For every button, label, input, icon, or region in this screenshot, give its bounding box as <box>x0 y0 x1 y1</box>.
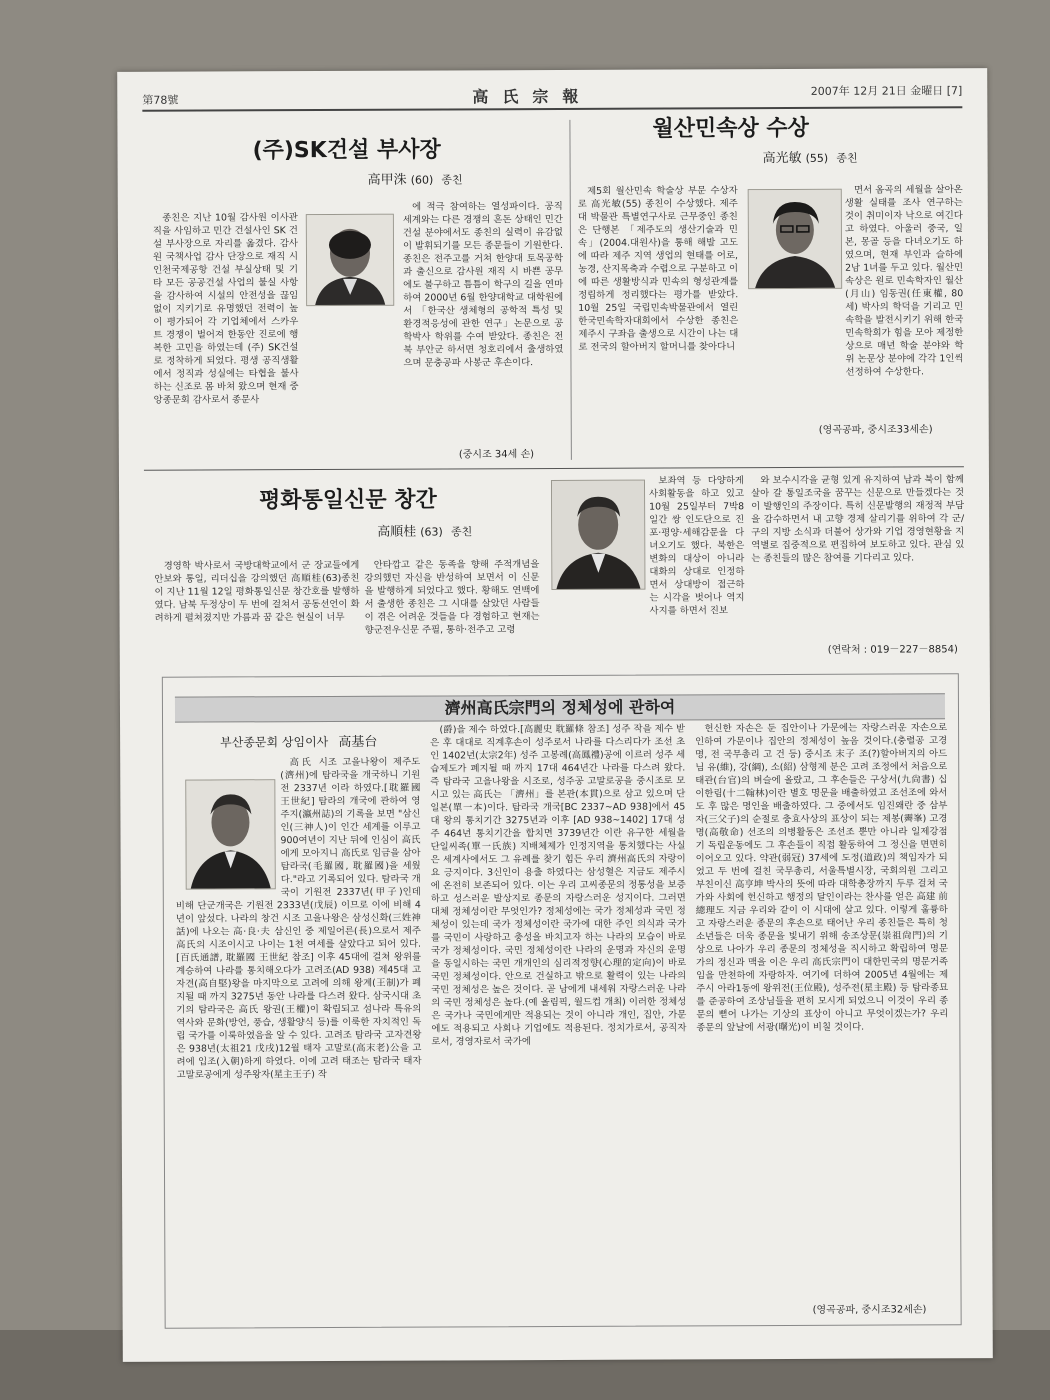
article2-byline-name: 高光敏 <box>762 150 802 167</box>
article1-column-1: 종친은 지난 10월 감사원 이사관직을 사임하고 민간 건설사인 SK 건설 부사장으로 자리를 옮겼다. 감사원 국책사업 감사 단장으로 재직 시 인천국제공항 건설 부실상태 및 기타 모든 공공건설 사업의 불실 사항을 감사하여 시설의 안전성을 끊임없이 지키기로 유명했던 전력이 높이 평가되어 각 기업체에서 스카우트 경쟁이 벌어져 한동안 진로에 행복한 고민을 하였는데 (주) SK건설로 정착하게 되었다. 평생 공직생활에서 정직과 성실에는 타협을 불사하는 신조로 몸 바쳐 왔으며 현재 중앙종문회 감사로서 종문사 <box>152 212 299 406</box>
newspaper-name: 高氏宗報 <box>472 86 593 107</box>
article1-column-2: 에 적극 참여하는 열성파이다. 공직 세계와는 다른 경쟁의 혼돈 상태인 민간 건설 분야에서도 종친의 실력이 유감없이 발휘되기를 모든 종문들이 기원한다. 종친은 전주고를 거쳐 한양대 토목공학과 출신으로 감사원 재직 시 바쁜 공무에도 불구하고 틈틈이 학구의 길을 연마하여 2000년 6월 한양대학교 대학원에서 「한국산 생체형의 공학적 특성 및 환경적응성에 관한 연구」논문으로 공학박사 학위를 수여 받았다. 종친은 전북 부안군 하서면 청호리에서 출생하였으며 문충공파 사봉군 후손이다. <box>402 200 564 369</box>
article2-byline <box>763 147 858 166</box>
masthead-rule <box>142 106 962 112</box>
article4-byline-role: 부산종문회 상임이사 <box>220 734 329 750</box>
newspaper-page <box>117 68 993 1362</box>
article4-column-2: (爵)을 제수 하였다.[高麗史 耽羅條 참조] 성주 작을 제수 받은 후 대대로 직계후손이 성주로서 나라를 다스리다가 조선 초인 1402년(太宗2年) 성주 고봉례(高鳳禮)공에 이르러 성주 세습제도가 폐지될 때 까지 17대 464년간 나라를 다스려 왔다. 즉 탐라국 고을나왕을 시조로, 성주공 고말로공을 중시조로 모시고 있는 高氏는 「濟州」를 본관(本貫)으로 삼고 있으며 단일본(單一本)이다. 탐라국 개국[BC 2337~AD 938]에서 45대 왕의 통치기간 3275년과 이후 [AD 938~1402] 17대 성주 464년 통치기간을 합치면 3739년간 이란 유구한 세월을 단일씨족(單一氏族) 지배체제가 인정지역을 통치했다는 사실은 세계사에서도 그 유례를 찾기 힘든 우리 濟州高氏의 자랑이요 긍지이다. 3신인이 용출 하였다는 삼성혈은 지금도 제주시에 온전히 보존되어 있다. 이는 우리 고씨종문의 정통성을 보증하고 성스러운 발상지로 종문의 자랑스러운 성지이다. 그러면 대체 정체성이란 무엇인가? 정체성에는 국가 정체성과 국민 정체성이 있는데 국가 정체성이란 국가에 대한 주인 의식과 국가를 국민이 사랑하고 충성을 바치고자 하는 나라의 모습이 바로 국가 정체성이다. 국민 정체성이란 나라의 운명과 자신의 운명을 동일시하는 국민 개개인의 심리적정향(心理的定向)이 바로 국민 정체성이다. 안으로 건실하고 밖으로 활력이 있는 나라의 국민 정체성은 높은 것이다. 곧 남에게 내세워 자랑스러운 나라의 국민 정체성은 높다.(예 올림픽, 월드컵 개최) 이러한 정체성은 국가나 국민에게만 적용되는 것이 아니라 개인, 집안, 가문에도 적용되고 사회나 기업에도 적용된다. 정치가로서, 공직자로서, 경영자로서 국가에 <box>430 723 687 1048</box>
issue-number: 第78號 <box>142 93 179 107</box>
article1-credit: (중시조 34세 손) <box>458 449 535 461</box>
article2-portrait-photo <box>748 189 842 289</box>
article3-headline: 평화통일신문 창간 <box>259 487 437 514</box>
photo-float-spacer <box>175 756 281 891</box>
portrait-icon <box>307 215 393 305</box>
article2-credit: (영곡공파, 중시조33세손) <box>818 424 933 436</box>
article4-column-3: 헌신한 자손은 둔 집안이나 가문에는 자랑스러운 자손으로 인하여 가문이나 집안의 정체성이 높음 것이다.(충렬공 고경명, 전 국무총리 고 건 등) 중시조 末子 조(?)할아버지의 아드님 유(維), 강(綱), 소(紹) 삼형제 분은 고려 조정에서 처음으로 태관(台官)의 벼슬에 올랐고, 그 후손들은 구상서(九尙書) 십이한림(十二翰林)이란 별호 명문을 배출하였고 조선조에 와서도 후 많은 명인을 배출하였다. 그 중에서도 임진왜란 중 삼부자(三父子)의 순절로 충효사상의 표상이 되는 제봉(霽峯) 고경명(高敬命) 선조의 의병활동은 조선조 뿐만 아니라 일제강점기 독립운동에도 그 후손들이 직접 활동하여 그 정신을 면면히 이어오고 있다. 약관(弱冠) 37세에 도정(道政)의 책임자가 되었고 두 번에 걸친 국무총리, 서울특별시장, 국회의원 그리고 부친이신 高亨坤 박사의 뜻에 따라 대학총장까지 두루 걸쳐 국가와 사회에 헌신하고 행정의 달인이라는 찬사를 얻은 高建 前總理도 지금 우리와 같이 이 시대에 살고 있다. 이렇게 훌륭하고 자랑스러운 종문의 후손으로 태어난 우리 종친들은 특히 청소년들은 더욱 종문을 빛내기 위해 송조상문(崇祖尙門)의 기상으로 나아가 우리 종문의 정체성을 직시하고 확립하여 명문가의 정신과 맥을 이은 우리 高氏宗門이 대한민국의 명문거족임을 만천하에 자랑하자. 여기에 더하여 2005년 4월에는 제주시 아라1동에 왕위전(王位殿), 성주전(星主殿) 등 탐라종묘를 준공하여 조상님들을 편히 모시게 되었으니 이것이 우리 종문의 뻗어 나가는 기상의 표상이 아니고 무엇이겠는가? 우리 종문의 앞날에 서광(曙光)이 비칠 것이다. <box>695 722 949 1034</box>
article3-column-2: 안타깝고 같은 동족을 향해 주적개념을 강의했던 자신을 반성하여 보면서 이 신문을 발행하게 되었다고 했다. 황해도 연백에서 출생한 종친은 그 시대를 살았던 사람들이 겪은 어려운 것들을 다 경험하고 현재는 향군전우신문 주필, 통하·전주고 고령 <box>364 559 540 636</box>
article3-column-1: 경영학 박사로서 국방대학교에서 군 장교들에게 안보와 통일, 리더십을 강의했던 高順桂(63)종친이 지난 11월 12일 평화통일신문 창간호를 발행하였다. 남북 두정상이 두 번에 걸쳐서 공동선언이 화려하게 펼쳐졌지만 가름과 꿈 같은 현실이 너무 <box>154 559 360 624</box>
article1-byline-name: 高甲洙 <box>367 172 407 188</box>
article4-credit: (영곡공파, 중시조32세손) <box>812 1304 927 1316</box>
article3-byline-age: (63) <box>420 525 443 539</box>
article2-byline-suffix: 종친 <box>836 151 858 165</box>
issue-date: 2007年 12月 21日 金曜日 [7] <box>810 84 963 98</box>
article3-byline-suffix: 종친 <box>450 525 473 539</box>
article2-byline-age: (55) <box>805 151 829 165</box>
article3-byline <box>377 520 472 539</box>
article2-headline: 월산민속상 수상 <box>652 115 809 142</box>
section-rule-1 <box>144 466 964 471</box>
article1-byline <box>368 168 463 187</box>
portrait-icon <box>749 190 841 288</box>
article3-credit: (연락처 : 019－227－8854) <box>827 644 958 656</box>
portrait-icon <box>552 481 644 589</box>
article4-banner: 濟州高氏宗門의 정체성에 관하여 <box>175 693 945 722</box>
article4-column-1: 高氏 시조 고을나왕이 제주도(濟州)에 탐라국을 개국하니 기원전 2337년 이라 하였다.[耽羅國 王世紀] 탐라의 개국에 관하여 영주지(瀛州誌)의 기록을 보면 "삼신인(三神人)이 인간 세계를 이루고 900여년이 지난 뒤에 인심이 高氏에게 모아지니 高氏로 임금을 삼아 탐라국(毛羅國, 耽羅國)을 세웠다."라고 기록되어 있다. 탐라국 개국이 기원전 2337년(甲子)인데 비해 단군개국은 기원전 2333년(戊辰) 이므로 이에 비해 4년이 앞섰다. 나라의 창건 시조 고을나왕은 삼성신화(三姓神話)에 나오는 高·良·夫 삼신인 중 제일어른(長)으로서 제주 高氏의 시조이시고 나이는 1천 여세를 살았다고 되어 있다.[百氏通譜, 耽羅國 王世紀 참조] 이후 45대에 걸쳐 왕위를 계승하여 나라를 통치해오다가 고려조(AD 938) 제45대 고자견(高自堅)왕을 마지막으로 고려에 의해 왕계(王制)가 폐지될 때 까지 3275년 동안 나라를 다스려 왔다. 삼국시대 초기의 탐라국은 高氏 왕권(王權)이 확립되고 섬나라 특유의 역사와 문화(방언, 풍습, 생활양식 등)를 이룩한 자치적인 독립 국가를 이룩하였음을 알 수 있다. 고려조 탐라국 고자견왕은 938년(太祖21 戊戌)12월 태자 고말로(高末老)公을 고려에 입조(入朝)하게 하였다. 이에 고려 태조는 탐라국 태자 고말로공에게 성주왕자(星主王子) 작 <box>175 756 422 1081</box>
article2-column-1: 제5회 월산민속 학술상 부문 수상자로 高光敏(55) 종친이 수상했다. 제주대 박물관 특별연구사로 근무중인 종친은 단행본 「제주도의 생산기술과 민속」(2004.대원사)을 통해 해발 고도에 따라 제주 지역 생업의 현태를 어로, 농경, 산지목축과 수렵으로 구분하고 이에 따른 생활방식과 민속의 형성관계를 정립하게 정리했다는 평가를 받았다. 10월 25일 국립민속박물관에서 열린 한국민속학자대회에서 수상한 종친은 제주시 구좌읍 출생으로 시간이 나는 대로 전국의 할아버지 할머니를 찾아다니 <box>577 185 739 353</box>
column-divider <box>569 120 571 460</box>
article1-portrait-photo <box>306 214 394 306</box>
article4-byline <box>220 731 377 751</box>
article1-headline: (주)SK건설 부사장 <box>252 137 441 164</box>
masthead <box>142 78 962 106</box>
article1-byline-age: (60) <box>410 173 434 187</box>
article4-byline-name: 高基台 <box>338 734 378 750</box>
article3-portrait-photo <box>551 480 645 590</box>
article2-column-2: 면서 옴곡의 세월을 살아온 생활 실태를 조사 연구하는 것이 취미이자 낙으로 여긴다고 하였다. 아울러 중국, 일본, 몽골 등을 다녀오기도 하였으며, 현재 부인과 슬하에 2남 1녀를 두고 있다. 월산민속상은 원로 민속학자인 월산(月山) 임동권(任東權, 80세) 박사의 학덕을 기리고 민속학을 발전시키기 위해 한국 민속학회가 힘을 모아 제정한 상으로 매년 학술 분야와 학위 논문상 분야에 각각 1인씩 선정하여 수상한다. <box>844 184 964 378</box>
article1-column-1-continued <box>153 307 394 458</box>
article1-byline-suffix: 종친 <box>441 173 463 187</box>
article3-byline-name: 高順桂 <box>377 524 417 540</box>
article3-column-4: 와 보수시각을 균형 있게 유지하여 남과 북이 함께 살아 갈 통일조국을 꿈꾸는 신문으로 만들겠다는 것이 발행인의 주장이다. 특히 신문발행의 재정적 부담을 감수하면서 내 고향 경제 살리기를 위하여 각 군/구의 지방 소식과 더불어 상가와 기업 경영현황을 지역별로 집중적으로 편집하여 보도하고 있다. 관심 있는 종친들의 많은 참여를 기다리고 있다. <box>751 474 965 565</box>
article3-column-3: 보좌역 등 다양하게 사회활동을 하고 있고 10월 25일부터 7박8일간 쌍 인도단으로 진포·평양·세해감문을 다녀오기도 했다. 북한은 변화의 대상이 아니라 대화의 상대로 인정하면서 상대방이 접근하는 시각을 벗어나 역지사지를 하면서 진보 <box>649 475 745 617</box>
